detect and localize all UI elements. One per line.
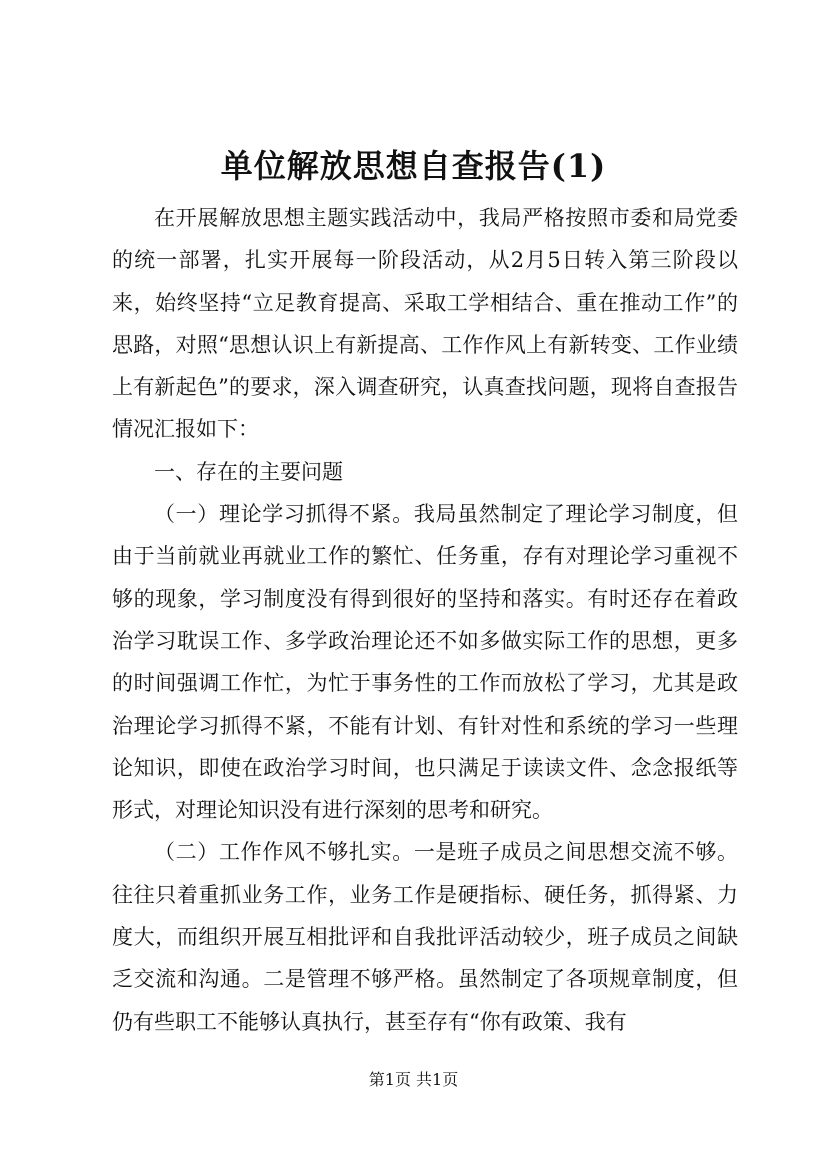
issue-paragraph-1: （一）理论学习抓得不紧。我局虽然制定了理论学习制度，但由于当前就业再就业工作的繁忙、任务重，存有对理论学习重视不够的现象，学习制度没有得到很好的坚持和落实。有时还存在着政治学习耽误工作、多学政治理论还不如多做实际工作的思想，更多的时间强调工作忙，为忙于事务性的工作而放松了学习，尤其是政治理论学习抓得不紧，不能有计划、有针对性和系统的学习一些理论知识，即使在政治学习时间，也只满足于读读文件、念念报纸等形式，对理论知识没有进行深刻的思考和研究。 (112, 502, 738, 823)
document-body (112, 197, 738, 1043)
document-title: 单位解放思想自查报告(1) (220, 147, 607, 185)
issue-paragraph-2: （二）工作作风不够扎实。一是班子成员之间思想交流不够。往往只着重抓业务工作，业务工作是硬指标、硬任务，抓得紧、力度大，而组织开展互相批评和自我批评活动较少，班子成员之间缺乏交流和沟通。二是管理不够严格。虽然制定了各项规章制度，但仍有些职工不能够认真执行，甚至存有“你有政策、我有 (112, 840, 738, 1034)
section-heading: 一、存在的主要问题 (154, 459, 343, 484)
page-number-footer: 第1页 共1页 (368, 1070, 459, 1089)
intro-paragraph: 在开展解放思想主题实践活动中，我局严格按照市委和局党委的统一部署，扎实开展每一阶段活动，从2月5日转入第三阶段以来，始终坚持“立足教育提高、采取工学相结合、重在推动工作”的思路，对照“思想认识上有新提高、工作作风上有新转变、工作业绩上有新起色”的要求，深入调查研究，认真查找问题，现将自查报告情况汇报如下： (112, 206, 738, 442)
